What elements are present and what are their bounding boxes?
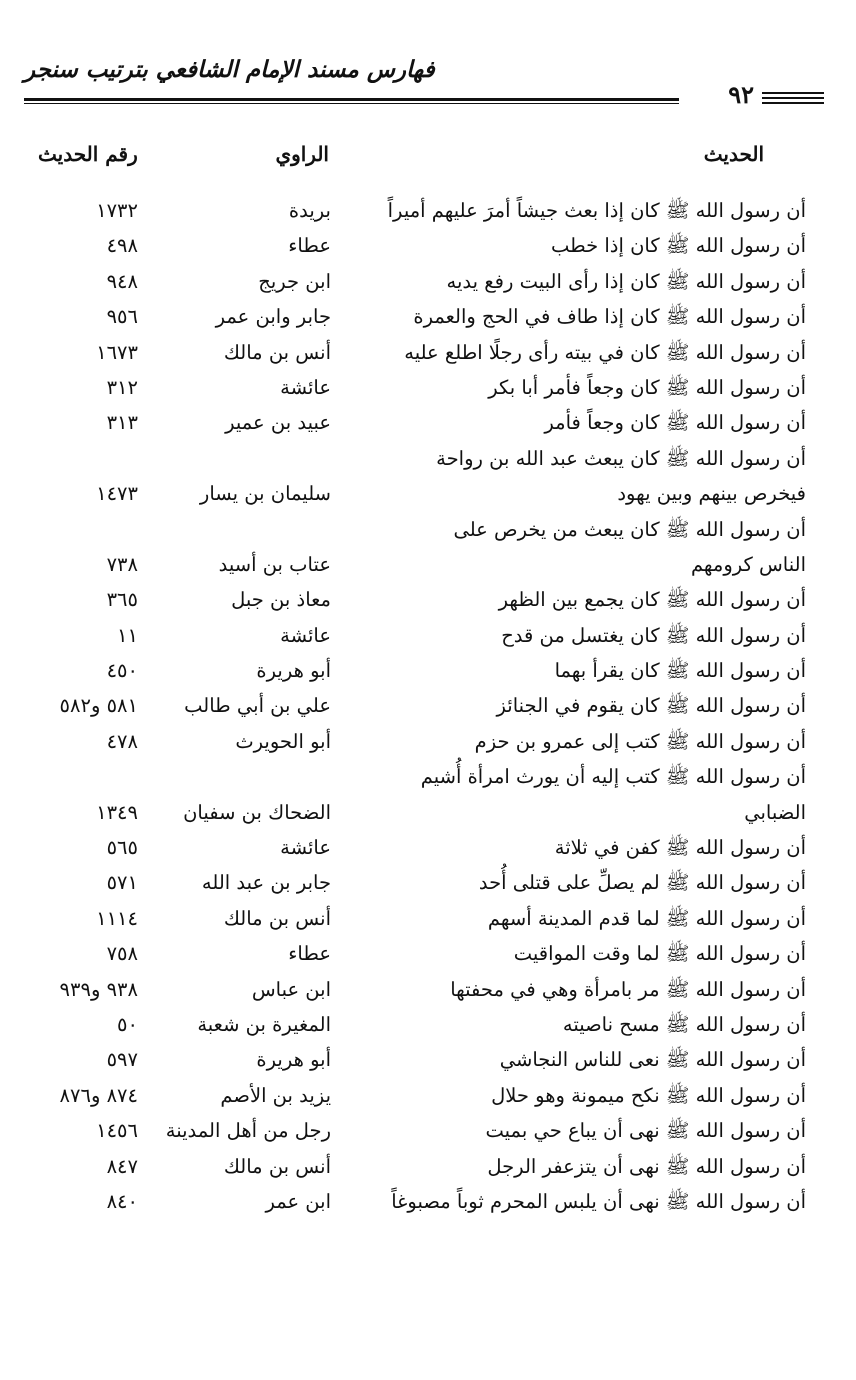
hadith-text: الناس كرومهم — [690, 552, 806, 576]
narrator-name: جابر وابن عمر — [215, 305, 331, 329]
table-row — [0, 479, 856, 514]
hadith-text: أن رسول الله ﷺ لم يصلِّ على قتلى أُحد — [478, 871, 806, 895]
narrator-name: عائشة — [280, 375, 331, 399]
hadith-text: أن رسول الله ﷺ كان إذا رأى البيت رفع يديه — [446, 269, 806, 293]
table-row — [0, 1010, 856, 1045]
table-row — [0, 302, 856, 337]
table-row — [0, 550, 856, 585]
narrator-name: أبو هريرة — [256, 1048, 331, 1072]
hadith-text: أن رسول الله ﷺ كان في بيته رأى رجلًا اطلع عليه — [404, 340, 806, 364]
column-headers — [24, 142, 814, 178]
narrator-name: الضحاك بن سفيان — [183, 800, 331, 824]
narrator-name: ابن عباس — [251, 977, 331, 1001]
hadith-text: أن رسول الله ﷺ كان يبعث عبد الله بن رواحة — [436, 446, 806, 470]
hadith-text: أن رسول الله ﷺ كان وجعاً فأمر أبا بكر — [488, 375, 806, 399]
hadith-text: أن رسول الله ﷺ كان يقرأ بهما — [554, 659, 806, 683]
table-row — [0, 868, 856, 903]
hadith-number: ١٤٧٣ — [96, 482, 138, 506]
hadith-text: أن رسول الله ﷺ كفن في ثلاثة — [554, 836, 806, 860]
table-row — [0, 904, 856, 939]
narrator-name: أبو هريرة — [256, 659, 331, 683]
narrator-name: عطاء — [288, 942, 331, 966]
table-row — [0, 762, 856, 797]
narrator-name: عتاب بن أسيد — [218, 552, 331, 576]
hadith-number: ٥٧١ — [106, 871, 138, 895]
table-row — [0, 408, 856, 443]
hadith-text: أن رسول الله ﷺ كان يجمع بين الظهر — [498, 588, 806, 612]
table-row — [0, 1152, 856, 1187]
hadith-number: ٩٥٦ — [106, 305, 138, 329]
table-row — [0, 833, 856, 868]
hadith-number: ١٦٧٣ — [96, 340, 138, 364]
hadith-number: ٣١٢ — [106, 375, 138, 399]
hadith-number: ٩٤٨ — [106, 269, 138, 293]
table-row — [0, 1187, 856, 1222]
hadith-text: أن رسول الله ﷺ كان إذا خطب — [550, 234, 806, 258]
hadith-text: أن رسول الله ﷺ كان وجعاً فأمر — [544, 411, 806, 435]
hadith-number: ٥٠ — [117, 1012, 138, 1036]
hadith-text: أن رسول الله ﷺ لما قدم المدينة أسهم — [487, 906, 806, 930]
narrator-name: عبيد بن عمير — [225, 411, 331, 435]
hadith-number: ٤٥٠ — [106, 659, 138, 683]
hadith-number: ٩٣٨ و٩٣٩ — [59, 977, 138, 1001]
narrator-name: رجل من أهل المدينة — [165, 1119, 331, 1143]
header-rule — [24, 103, 679, 104]
narrator-name: المغيرة بن شعبة — [197, 1012, 331, 1036]
table-row — [0, 338, 856, 373]
hadith-number: ٤٧٨ — [106, 729, 138, 753]
hadith-text: أن رسول الله ﷺ كان يبعث من يخرص على — [453, 517, 806, 541]
page-number-rule — [762, 92, 824, 94]
hadith-number: ١٤٥٦ — [96, 1119, 138, 1143]
table-row — [0, 231, 856, 266]
narrator-name: أنس بن مالك — [223, 340, 331, 364]
hadith-number: ١٧٣٢ — [96, 199, 138, 222]
table-row — [0, 1116, 856, 1151]
narrator-name: ابن عمر — [265, 1189, 331, 1213]
table-row — [0, 585, 856, 620]
hadith-number: ٥٦٥ — [106, 836, 138, 860]
hadith-text: أن رسول الله ﷺ كتب إليه أن يورث امرأة أُشيم — [420, 765, 806, 789]
table-row — [0, 515, 856, 550]
hadith-number: ٣٦٥ — [106, 588, 138, 612]
hadith-number: ١١١٤ — [96, 906, 138, 930]
hadith-text: أن رسول الله ﷺ نهى أن يلبس المحرم ثوباً مصبوغاً — [391, 1189, 806, 1213]
narrator-name: علي بن أبي طالب — [184, 694, 331, 718]
page-number-rule — [762, 97, 824, 99]
table-row — [0, 373, 856, 408]
narrator-name: سليمان بن يسار — [199, 482, 331, 506]
hadith-number: ٧٣٨ — [106, 552, 138, 576]
table-row — [0, 1045, 856, 1080]
hadith-text: أن رسول الله ﷺ مر بامرأة وهي في محفتها — [450, 977, 806, 1001]
header-rule — [24, 98, 679, 101]
narrator-name: عطاء — [288, 234, 331, 258]
column-header-hadith: الحديث — [703, 142, 764, 166]
table-row — [0, 621, 856, 656]
narrator-name: أنس بن مالك — [223, 1154, 331, 1178]
table-row — [0, 798, 856, 833]
hadith-number: ١٣٤٩ — [96, 800, 138, 824]
hadith-number: ٨٧٤ و٨٧٦ — [59, 1083, 138, 1107]
hadith-text: أن رسول الله ﷺ نهى أن يتزعفر الرجل — [487, 1154, 806, 1178]
table-row — [0, 656, 856, 691]
hadith-number: ٨٤٧ — [106, 1154, 138, 1178]
hadith-text: أن رسول الله ﷺ كان يقوم في الجنائز — [496, 694, 806, 718]
hadith-text: فيخرص بينهم وبين يهود — [617, 482, 806, 506]
table-row — [0, 444, 856, 479]
hadith-text: الضبابي — [744, 800, 806, 824]
hadith-text: أن رسول الله ﷺ نهى أن يباع حي بميت — [485, 1119, 806, 1143]
column-header-number: رقم الحديث — [38, 142, 138, 166]
table-row — [0, 691, 856, 726]
narrator-name: يزيد بن الأصم — [220, 1083, 331, 1107]
narrator-name: ابن جريج — [258, 269, 331, 293]
page-header — [24, 52, 824, 112]
table-row — [0, 196, 856, 231]
narrator-name: عائشة — [280, 623, 331, 647]
hadith-text: أن رسول الله ﷺ كتب إلى عمرو بن حزم — [474, 729, 806, 753]
hadith-number: ١١ — [117, 623, 138, 647]
table-row — [0, 939, 856, 974]
table-row — [0, 267, 856, 302]
running-title: فهارس مسند الإمام الشافعي بترتيب سنجر — [24, 56, 435, 83]
hadith-number: ٧٥٨ — [106, 942, 138, 966]
page-number: ٩٢ — [728, 80, 754, 109]
narrator-name: أبو الحويرث — [235, 729, 331, 753]
table-row — [0, 975, 856, 1010]
narrator-name: معاذ بن جبل — [231, 588, 331, 612]
hadith-number: ٤٩٨ — [106, 234, 138, 258]
hadith-number: ٥٨١ و٥٨٢ — [59, 694, 138, 718]
column-header-rawi: الراوي — [275, 142, 329, 166]
narrator-name: عائشة — [280, 836, 331, 860]
narrator-name: بريدة — [288, 199, 331, 222]
hadith-text: أن رسول الله ﷺ لما وقت المواقيت — [513, 942, 806, 966]
hadith-text: أن رسول الله ﷺ مسح ناصيته — [562, 1012, 806, 1036]
hadith-text: أن رسول الله ﷺ كان إذا بعث جيشاً أمرَ عليهم أميراً — [387, 199, 806, 222]
hadith-text: أن رسول الله ﷺ نعى للناس النجاشي — [499, 1048, 806, 1072]
hadith-text: أن رسول الله ﷺ كان يغتسل من قدح — [501, 623, 806, 647]
hadith-number: ٣١٣ — [106, 411, 138, 435]
table-row — [0, 1081, 856, 1116]
narrator-name: جابر بن عبد الله — [201, 871, 331, 895]
hadith-number: ٥٩٧ — [106, 1048, 138, 1072]
narrator-name: أنس بن مالك — [223, 906, 331, 930]
index-table — [0, 196, 856, 1222]
table-row — [0, 727, 856, 762]
hadith-number: ٨٤٠ — [106, 1189, 138, 1213]
hadith-text: أن رسول الله ﷺ نكح ميمونة وهو حلال — [491, 1083, 806, 1107]
page-number-rule — [762, 102, 824, 104]
hadith-text: أن رسول الله ﷺ كان إذا طاف في الحج والعمرة — [413, 305, 806, 329]
